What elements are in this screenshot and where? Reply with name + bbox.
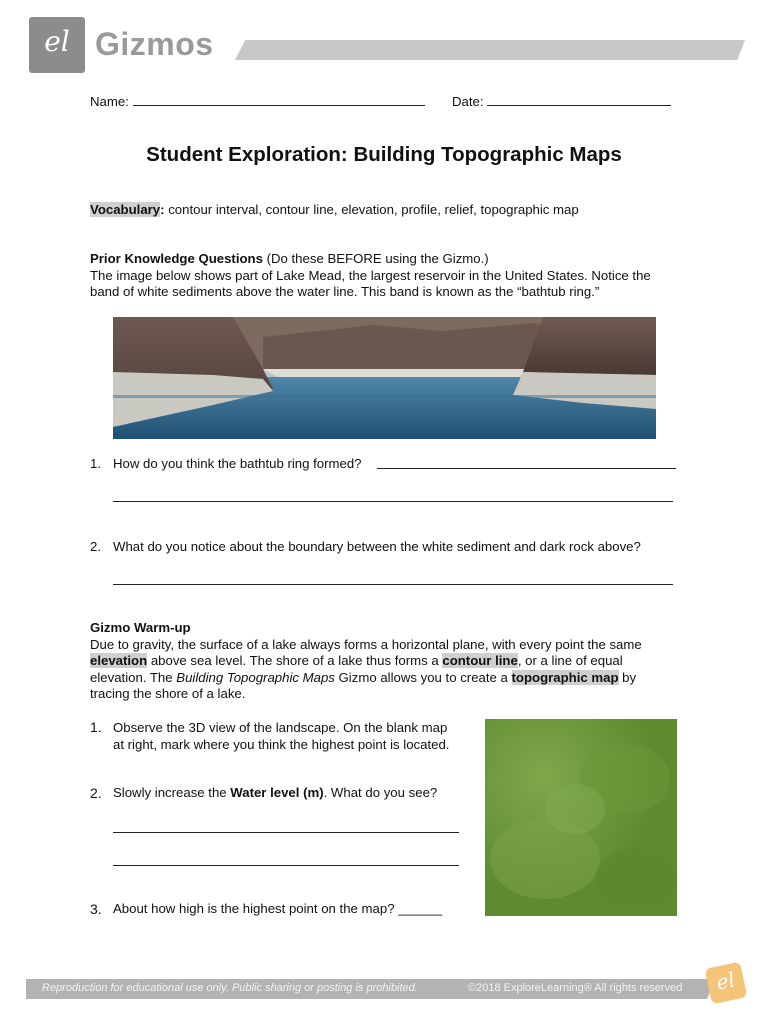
answer-line[interactable] (113, 832, 459, 833)
answer-line[interactable] (113, 501, 673, 502)
warmup-question-2-pre: Slowly increase the (113, 785, 231, 800)
footer-disclaimer: Reproduction for educational use only. Public sharing or posting is prohibited. (42, 982, 418, 994)
page-title: Student Exploration: Building Topographic Maps (146, 143, 622, 166)
gizmos-logo (29, 17, 85, 73)
prior-question-2: What do you notice about the boundary between the white sediment and dark rock above? (113, 539, 641, 554)
warmup-line2-end: , or a line of equal (517, 653, 623, 668)
question-number: 2. (90, 785, 102, 801)
warmup-line3-start: elevation. The (90, 669, 177, 685)
warmup-line3-end: by (618, 669, 637, 685)
warmup-heading: Gizmo Warm-up (90, 620, 191, 635)
warmup-question-1-line1: Observe the 3D view of the landscape. On the blank map (113, 720, 448, 735)
term-topographic-map: topographic map (511, 669, 619, 685)
explorelearning-logo (705, 962, 748, 1005)
term-contour-line: contour line (442, 653, 518, 668)
prior-text-line1: The image below shows part of Lake Mead, the largest reservoir in the United States. Notice the (90, 267, 651, 283)
prior-knowledge-note: (Do these BEFORE using the Gizmo.) (262, 251, 489, 266)
prior-question-1 (113, 456, 362, 471)
question-number: 3. (90, 901, 102, 917)
vocabulary-colon: : (160, 202, 165, 217)
warmup-section (90, 620, 700, 703)
warmup-question-1-line2: at right, mark where you think the highest point is located. (113, 737, 450, 752)
prior-question-1-text: How do you think the bathtub ring formed? (113, 456, 362, 471)
warmup-line1: Due to gravity, the surface of a lake always forms a horizontal plane, with every point the same (90, 636, 642, 652)
logo-mark: el (44, 25, 70, 58)
answer-line[interactable] (377, 468, 676, 469)
warmup-question-2-post: . What do you see? (323, 785, 438, 800)
name-line[interactable] (133, 93, 425, 106)
footer-copyright: ©2018 ExploreLearning® All rights reserved (468, 982, 683, 994)
warmup-line3-mid: Gizmo allows you to create a (334, 669, 512, 685)
date-line[interactable] (487, 93, 671, 106)
answer-line[interactable] (113, 584, 673, 585)
answer-line[interactable] (113, 865, 459, 866)
prior-text-line2: band of white sediments above the water line. This band is known as the “bathtub ring.” (90, 284, 600, 299)
warmup-question-3: About how high is the highest point on the map? ______ (113, 901, 443, 916)
question-number: 1. (90, 719, 102, 735)
prior-knowledge-heading: Prior Knowledge Questions (90, 251, 263, 266)
warmup-question-2 (113, 785, 437, 800)
warmup-line2-mid: above sea level. The shore of a lake thus forms a (147, 653, 443, 668)
blank-map[interactable] (485, 719, 677, 916)
header-bar (235, 40, 745, 60)
gizmo-title: Building Topographic Maps (176, 669, 335, 685)
water-level-label: Water level (m) (230, 785, 324, 800)
term-elevation: elevation (90, 653, 148, 668)
footer-logo-mark: el (714, 967, 737, 995)
question-number: 2. (90, 539, 101, 554)
name-field[interactable] (90, 93, 425, 109)
date-label: Date: (452, 94, 484, 109)
prior-knowledge-section (90, 251, 690, 301)
warmup-line4: tracing the shore of a lake. (90, 686, 246, 701)
lake-mead-photo (113, 317, 656, 439)
name-label: Name: (90, 94, 129, 109)
vocabulary (90, 202, 690, 219)
vocabulary-label: Vocabulary (90, 202, 161, 217)
question-number: 1. (90, 456, 101, 471)
vocabulary-terms: contour interval, contour line, elevation, profile, relief, topographic map (164, 202, 579, 217)
warmup-question-1 (113, 719, 449, 753)
date-field[interactable] (452, 93, 671, 109)
brand-name: Gizmos (95, 26, 214, 62)
